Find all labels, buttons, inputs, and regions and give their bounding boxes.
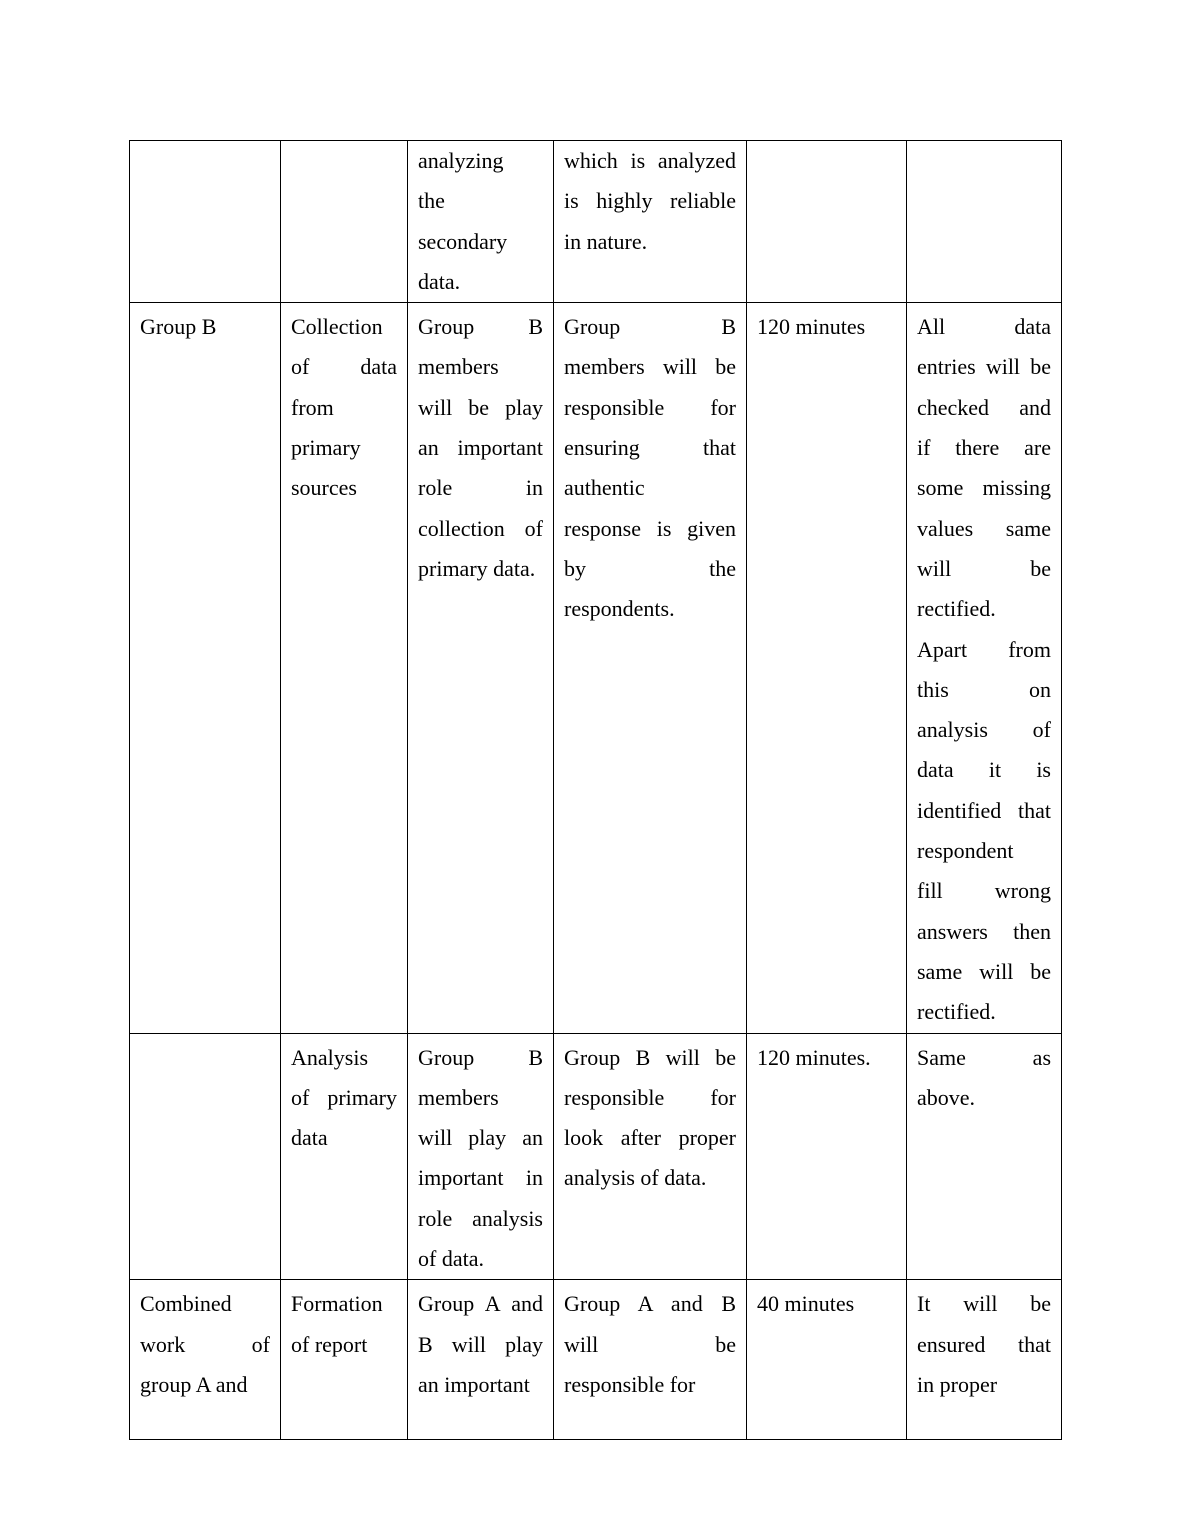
cell-text-line: data. bbox=[418, 268, 461, 294]
table-cell bbox=[130, 1033, 281, 1280]
cell-text-line: analysis of data. bbox=[564, 1165, 707, 1191]
cell-text-line: responsible for bbox=[564, 394, 736, 420]
cell-text-line: role in bbox=[418, 475, 543, 501]
cell-text-line: All data bbox=[917, 314, 1051, 340]
table-cell bbox=[130, 141, 281, 303]
cell-text-line: members will be bbox=[564, 354, 736, 380]
table-cell bbox=[130, 1280, 281, 1440]
cell-text-line: some missing bbox=[917, 475, 1051, 501]
cell-text-line: of primary bbox=[291, 1084, 397, 1110]
cell-text-line: same will be bbox=[917, 958, 1051, 984]
table-row bbox=[130, 1033, 1062, 1280]
table-cell bbox=[130, 303, 281, 1033]
table-cell bbox=[907, 1280, 1062, 1440]
cell-text-line: respondents. bbox=[564, 596, 675, 622]
cell-text-line: important in bbox=[418, 1165, 543, 1191]
cell-text-line: answers then bbox=[917, 918, 1051, 944]
cell-text-line: 40 minutes bbox=[757, 1291, 855, 1317]
cell-text-line: collection of bbox=[418, 515, 543, 541]
cell-text-line: look after proper bbox=[564, 1125, 736, 1151]
table-row bbox=[130, 1280, 1062, 1440]
cell-text-line: role analysis bbox=[418, 1205, 543, 1231]
cell-text-line: identified that bbox=[917, 797, 1051, 823]
cell-text-line: rectified. bbox=[917, 596, 996, 622]
activity-table bbox=[129, 140, 1062, 1440]
table-cell bbox=[554, 1280, 747, 1440]
cell-text-line: from bbox=[291, 394, 334, 420]
cell-text-line: in proper bbox=[917, 1371, 998, 1397]
cell-text-line: Group B bbox=[140, 314, 217, 340]
table-cell bbox=[747, 141, 907, 303]
table-cell bbox=[281, 141, 408, 303]
cell-text-line: fill wrong bbox=[917, 878, 1051, 904]
cell-text-line: the bbox=[418, 188, 445, 214]
cell-text-line: B will play bbox=[418, 1331, 543, 1357]
cell-text-line: members bbox=[418, 354, 499, 380]
cell-text-line: an important bbox=[418, 1371, 530, 1397]
table-viewport bbox=[129, 140, 1061, 1397]
cell-text-line: authentic bbox=[564, 475, 645, 501]
cell-text-line: by the bbox=[564, 555, 736, 581]
cell-text-line: primary data. bbox=[418, 555, 536, 581]
table-cell bbox=[408, 1280, 554, 1440]
cell-text-line: sources bbox=[291, 475, 357, 501]
cell-text-line: checked and bbox=[917, 394, 1051, 420]
cell-text-line: 120 minutes bbox=[757, 314, 866, 340]
cell-text-line: 120 minutes. bbox=[757, 1044, 871, 1070]
table-cell bbox=[747, 1280, 907, 1440]
cell-text-line: ensuring that bbox=[564, 435, 736, 461]
cell-text-line: analyzing bbox=[418, 148, 504, 173]
cell-text-line: Formation bbox=[291, 1291, 383, 1317]
table-cell bbox=[408, 141, 554, 303]
cell-text-line: will be bbox=[917, 555, 1051, 581]
cell-text-line: which is analyzed bbox=[564, 148, 736, 173]
cell-text-line: values same bbox=[917, 515, 1051, 541]
table-cell bbox=[554, 141, 747, 303]
table-cell bbox=[907, 303, 1062, 1033]
cell-text-line: Collection bbox=[291, 314, 383, 340]
table-cell bbox=[554, 303, 747, 1033]
table-cell bbox=[907, 1033, 1062, 1280]
cell-text-line: ensured that bbox=[917, 1331, 1051, 1357]
table-cell bbox=[281, 1033, 408, 1280]
cell-text-line: will play an bbox=[418, 1125, 543, 1151]
cell-text-line: Combined bbox=[140, 1291, 232, 1317]
cell-text-line: responsible for bbox=[564, 1371, 696, 1397]
cell-text-line: an important bbox=[418, 435, 543, 461]
cell-text-line: Apart from bbox=[917, 636, 1051, 662]
cell-text-line: entries will be bbox=[917, 354, 1051, 380]
cell-text-line: will be play bbox=[418, 394, 543, 420]
cell-text-line: Analysis bbox=[291, 1044, 368, 1070]
cell-text-line: Same as bbox=[917, 1044, 1051, 1070]
cell-text-line: in nature. bbox=[564, 228, 648, 254]
cell-text-line: data bbox=[291, 1125, 328, 1151]
table-cell bbox=[408, 303, 554, 1033]
cell-text-line: work of bbox=[140, 1331, 270, 1357]
cell-text-line: above. bbox=[917, 1084, 976, 1110]
cell-text-line: secondary bbox=[418, 228, 508, 254]
table-cell bbox=[747, 1033, 907, 1280]
cell-text-line: Group B bbox=[418, 1044, 543, 1070]
cell-text-line: data it is bbox=[917, 757, 1051, 783]
cell-text-line: Group A and bbox=[418, 1291, 543, 1317]
table-cell bbox=[907, 141, 1062, 303]
cell-text-line: members bbox=[418, 1084, 499, 1110]
table-row bbox=[130, 141, 1062, 303]
cell-text-line: of data bbox=[291, 354, 397, 380]
cell-text-line: if there are bbox=[917, 435, 1051, 461]
cell-text-line: respondent bbox=[917, 838, 1014, 864]
cell-text-line: of data. bbox=[418, 1246, 484, 1272]
cell-text-line: It will be bbox=[917, 1291, 1051, 1317]
table-cell bbox=[554, 1033, 747, 1280]
table-cell bbox=[281, 1280, 408, 1440]
table-row bbox=[130, 303, 1062, 1033]
cell-text-line: analysis of bbox=[917, 717, 1051, 743]
cell-text-line: Group B will be bbox=[564, 1044, 736, 1070]
cell-text-line: will be bbox=[564, 1331, 736, 1357]
cell-text-line: Group B bbox=[564, 314, 736, 340]
cell-text-line: this on bbox=[917, 676, 1051, 702]
cell-text-line: rectified. bbox=[917, 999, 996, 1025]
table-cell bbox=[281, 303, 408, 1033]
cell-text-line: is highly reliable bbox=[564, 188, 736, 214]
cell-text-line: responsible for bbox=[564, 1084, 736, 1110]
cell-text-line: Group A and B bbox=[564, 1291, 736, 1317]
cell-text-line: primary bbox=[291, 435, 361, 461]
cell-text-line: Group B bbox=[418, 314, 543, 340]
table-cell bbox=[747, 303, 907, 1033]
cell-text-line: group A and bbox=[140, 1371, 248, 1397]
cell-text-line: of report bbox=[291, 1331, 368, 1357]
table-cell bbox=[408, 1033, 554, 1280]
cell-text-line: response is given bbox=[564, 515, 736, 541]
